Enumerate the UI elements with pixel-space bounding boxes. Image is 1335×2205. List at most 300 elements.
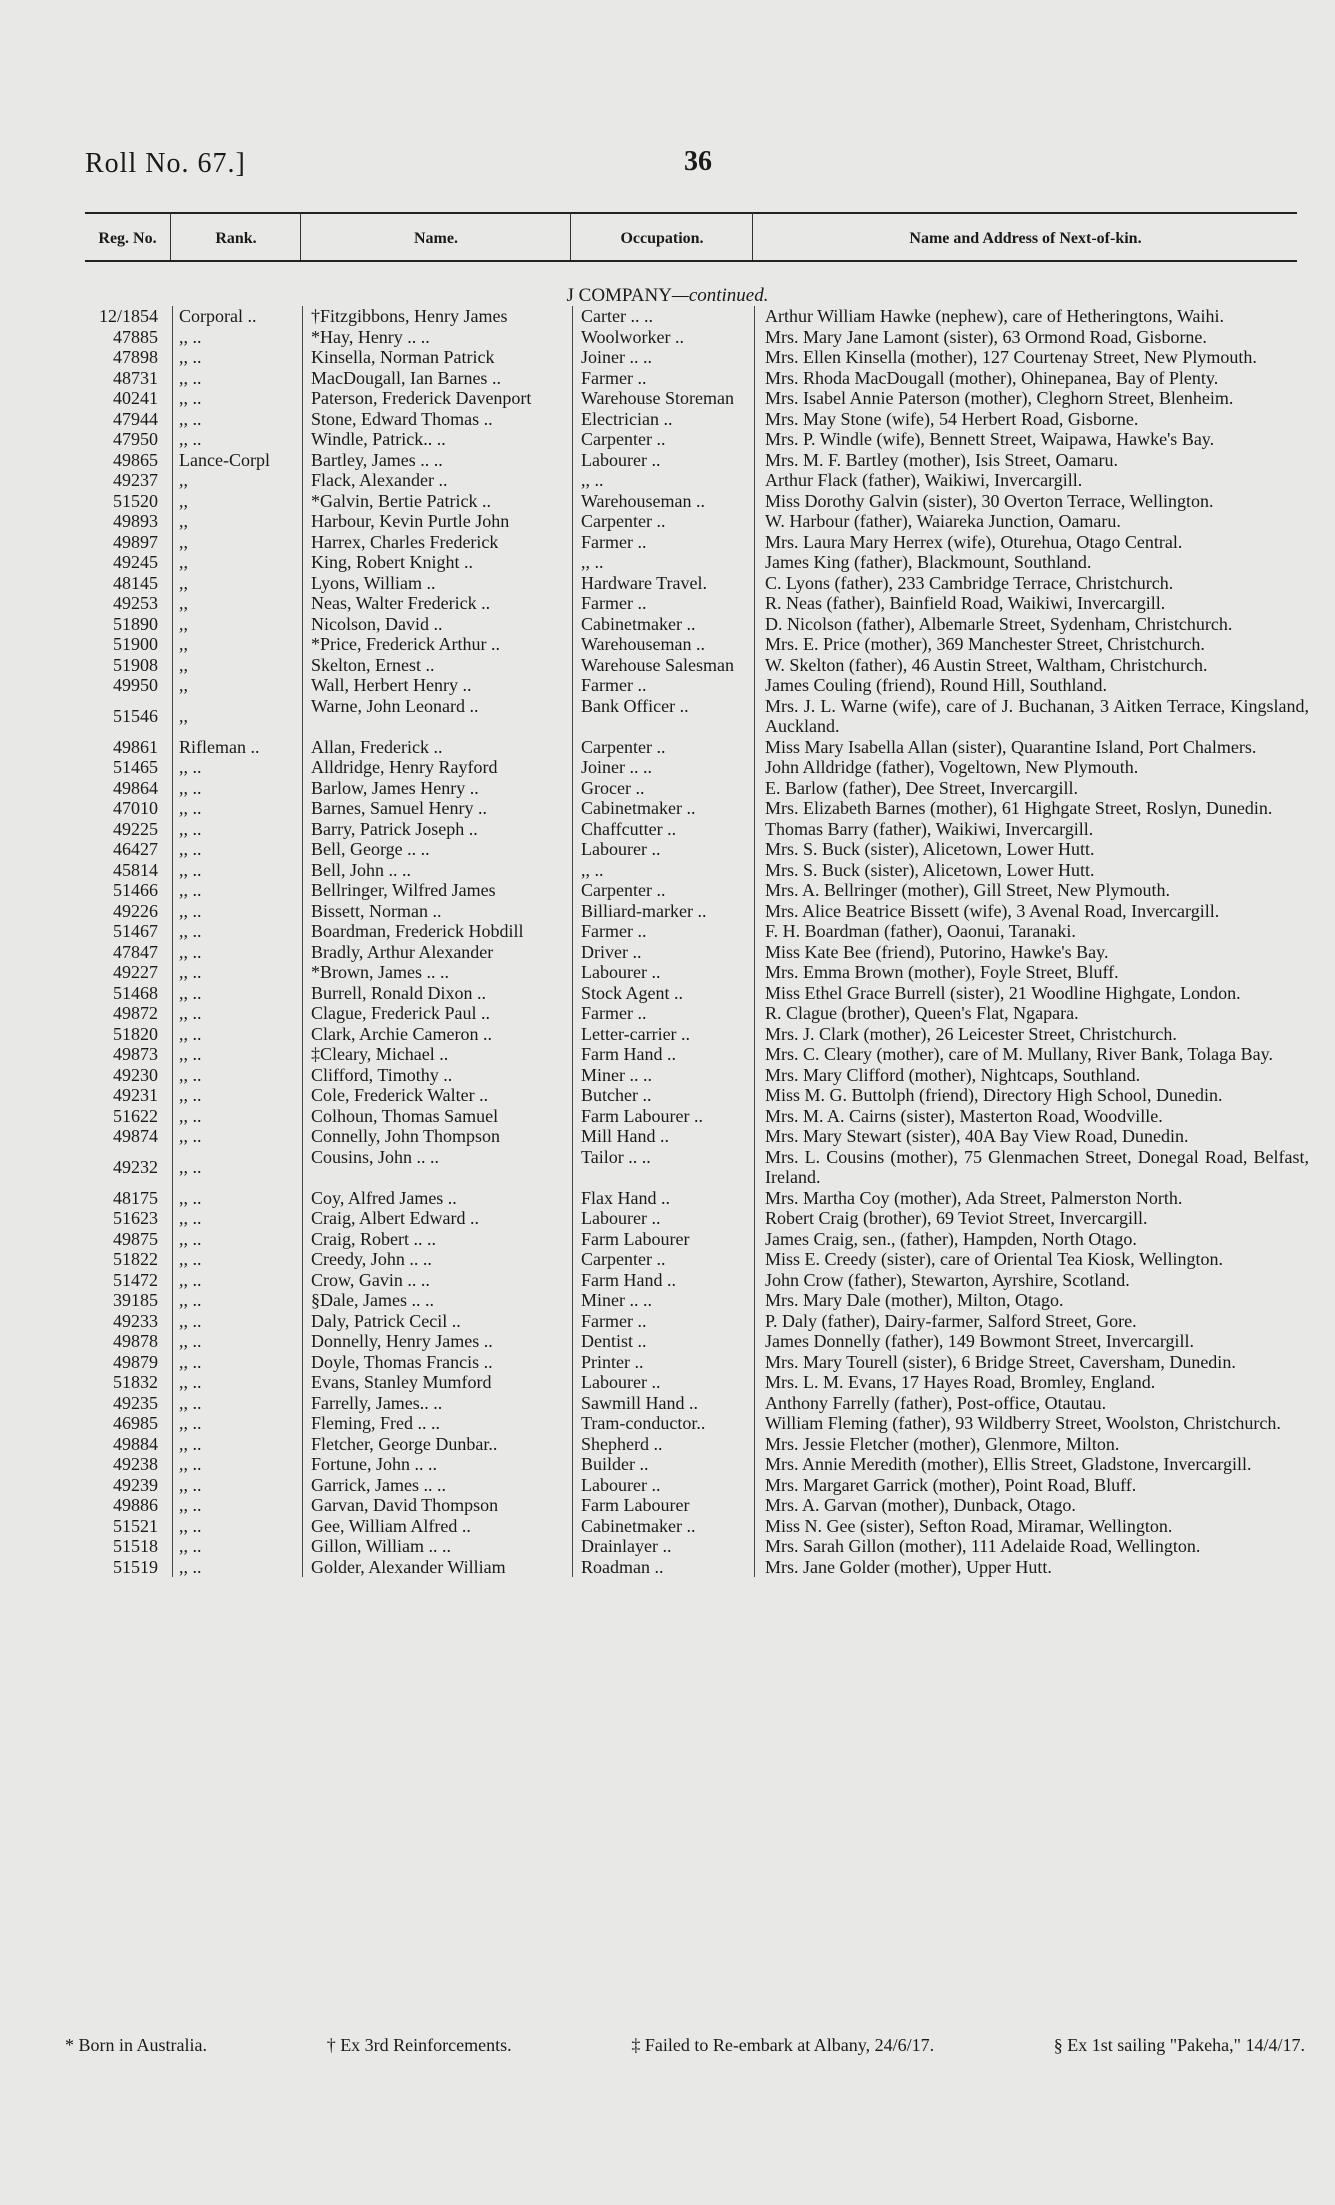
next-of-kin: Miss Mary Isabella Allan (sister), Quarantine Island, Port Chalmers. [754, 737, 1319, 758]
occupation: Carpenter .. [572, 880, 754, 901]
reg-number: 49245 [113, 552, 158, 572]
reg-number: 46985 [113, 1413, 158, 1433]
table-row [0, 798, 1335, 819]
rank: ,, [172, 470, 302, 491]
table-row [0, 696, 1335, 737]
rank: ,, .. [172, 327, 302, 348]
table-row [0, 470, 1335, 491]
reg-number: 51820 [113, 1023, 158, 1044]
rank: ,, .. [172, 1147, 302, 1188]
occupation: Farmer .. [572, 921, 754, 942]
occupation: Electrician .. [572, 409, 754, 430]
occupation: Roadman .. [572, 1557, 754, 1578]
reg-number: 49233 [113, 1310, 158, 1331]
occupation: Mill Hand .. [572, 1126, 754, 1147]
next-of-kin: William Fleming (father), 93 Wildberry Street, Woolston, Christchurch. [754, 1413, 1319, 1434]
rank: ,, .. [172, 1024, 302, 1045]
soldier-name: Barlow, James Henry .. [302, 778, 572, 799]
occupation: ,, .. [572, 860, 754, 881]
next-of-kin: Mrs. Elizabeth Barnes (mother), 61 Highgate Street, Roslyn, Dunedin. [754, 798, 1319, 819]
reg-number: 51465 [113, 757, 158, 777]
occupation: Dentist .. [572, 1331, 754, 1352]
reg-number: 51519 [113, 1556, 158, 1577]
rank: ,, .. [172, 1311, 302, 1332]
next-of-kin: W. Harbour (father), Waiareka Junction, Oamaru. [754, 511, 1319, 532]
table-row [0, 429, 1335, 450]
next-of-kin: Mrs. Mary Dale (mother), Milton, Otago. [754, 1290, 1319, 1311]
occupation: Labourer .. [572, 962, 754, 983]
table-row [0, 1557, 1335, 1578]
company-title: J COMPANY [566, 285, 672, 306]
next-of-kin: Mrs. C. Cleary (mother), care of M. Mullany, River Bank, Tolaga Bay. [754, 1044, 1319, 1065]
table-row [0, 532, 1335, 553]
next-of-kin: Mrs. Mary Tourell (sister), 6 Bridge Street, Caversham, Dunedin. [754, 1352, 1319, 1373]
next-of-kin: Mrs. Isabel Annie Paterson (mother), Cleghorn Street, Blenheim. [754, 388, 1319, 409]
rank: ,, .. [172, 1270, 302, 1291]
reg-number: 39185 [113, 1290, 158, 1310]
table-row [0, 675, 1335, 696]
reg-number: 51900 [113, 634, 158, 654]
table-row [0, 1249, 1335, 1270]
next-of-kin: Mrs. Margaret Garrick (mother), Point Road, Bluff. [754, 1475, 1319, 1496]
soldier-name: Clague, Frederick Paul .. [302, 1003, 572, 1024]
next-of-kin: F. H. Boardman (father), Oaonui, Taranaki. [754, 921, 1319, 942]
table-row [0, 634, 1335, 655]
next-of-kin: Miss N. Gee (sister), Sefton Road, Miramar, Wellington. [754, 1516, 1319, 1537]
table-row [0, 1434, 1335, 1455]
rank: ,, .. [172, 1249, 302, 1270]
next-of-kin: W. Skelton (father), 46 Austin Street, Waltham, Christchurch. [754, 655, 1319, 676]
rank: ,, .. [172, 1229, 302, 1250]
occupation: ,, .. [572, 552, 754, 573]
soldier-name: †Fitzgibbons, Henry James [302, 306, 572, 327]
rank: ,, .. [172, 942, 302, 963]
next-of-kin: Miss Kate Bee (friend), Putorino, Hawke's Bay. [754, 942, 1319, 963]
rank: ,, .. [172, 1126, 302, 1147]
reg-number: 49239 [113, 1474, 158, 1495]
reg-number: 51518 [113, 1536, 158, 1556]
occupation: Drainlayer .. [572, 1536, 754, 1557]
reg-number: 51472 [113, 1269, 158, 1290]
soldier-name: Nicolson, David .. [302, 614, 572, 635]
soldier-name: Creedy, John .. .. [302, 1249, 572, 1270]
reg-number: 49897 [113, 531, 158, 552]
table-row [0, 388, 1335, 409]
reg-number: 51622 [113, 1105, 158, 1126]
reg-number: 49879 [113, 1351, 158, 1372]
reg-number: 49864 [113, 777, 158, 798]
rank: ,, .. [172, 757, 302, 778]
next-of-kin: Anthony Farrelly (father), Post-office, Otautau. [754, 1393, 1319, 1414]
next-of-kin: Mrs. Jessie Fletcher (mother), Glenmore, Milton. [754, 1434, 1319, 1455]
soldier-name: Cole, Frederick Walter .. [302, 1085, 572, 1106]
table-row [0, 409, 1335, 430]
occupation: Shepherd .. [572, 1434, 754, 1455]
soldier-name: Connelly, John Thompson [302, 1126, 572, 1147]
soldier-name: Warne, John Leonard .. [302, 696, 572, 737]
table-row [0, 1393, 1335, 1414]
next-of-kin: Miss M. G. Buttolph (friend), Directory High School, Dunedin. [754, 1085, 1319, 1106]
soldier-name: §Dale, James .. .. [302, 1290, 572, 1311]
reg-number: 49226 [113, 900, 158, 921]
soldier-name: Farrelly, James.. .. [302, 1393, 572, 1414]
occupation: Woolworker .. [572, 327, 754, 348]
column-header-name: Name. [414, 230, 458, 247]
table-row [0, 1106, 1335, 1127]
occupation: Farm Hand .. [572, 1270, 754, 1291]
rank: ,, .. [172, 1516, 302, 1537]
reg-number: 40241 [113, 388, 158, 408]
reg-number: 48731 [113, 367, 158, 388]
rank: Lance-Corpl [172, 450, 302, 471]
table-row [0, 1536, 1335, 1557]
occupation: Miner .. .. [572, 1290, 754, 1311]
soldier-name: Golder, Alexander William [302, 1557, 572, 1578]
rank: ,, .. [172, 1413, 302, 1434]
occupation: Butcher .. [572, 1085, 754, 1106]
reg-number: 51521 [113, 1515, 158, 1536]
reg-number: 49235 [113, 1392, 158, 1413]
reg-number: 49865 [113, 449, 158, 470]
occupation: Farmer .. [572, 1311, 754, 1332]
next-of-kin: Mrs. May Stone (wife), 54 Herbert Road, Gisborne. [754, 409, 1319, 430]
table-row [0, 1372, 1335, 1393]
reg-number: 49232 [113, 1156, 158, 1177]
occupation: Printer .. [572, 1352, 754, 1373]
rank: ,, [172, 511, 302, 532]
soldier-name: Bellringer, Wilfred James [302, 880, 572, 901]
soldier-name: Daly, Patrick Cecil .. [302, 1311, 572, 1332]
occupation: Flax Hand .. [572, 1188, 754, 1209]
rank: ,, [172, 614, 302, 635]
soldier-name: Harbour, Kevin Purtle John [302, 511, 572, 532]
occupation: Carter .. .. [572, 306, 754, 327]
next-of-kin: Arthur William Hawke (nephew), care of Hetheringtons, Waihi. [754, 306, 1319, 327]
reg-number: 51623 [113, 1208, 158, 1228]
reg-number: 46427 [113, 839, 158, 859]
occupation: Warehouseman .. [572, 491, 754, 512]
next-of-kin: Mrs. M. A. Cairns (sister), Masterton Road, Woodville. [754, 1106, 1319, 1127]
footnote: ‡ Failed to Re-embark at Albany, 24/6/17. [631, 2035, 935, 2055]
reg-number: 51520 [113, 490, 158, 511]
next-of-kin: James King (father), Blackmount, Southland. [754, 552, 1319, 573]
soldier-name: Bell, George .. .. [302, 839, 572, 860]
rank: ,, .. [172, 1188, 302, 1209]
footnotes [65, 2035, 1305, 2056]
soldier-name: *Price, Frederick Arthur .. [302, 634, 572, 655]
rank: ,, .. [172, 901, 302, 922]
table-row [0, 839, 1335, 860]
table-row [0, 1147, 1335, 1188]
reg-number: 49237 [113, 470, 158, 490]
table-row [0, 778, 1335, 799]
next-of-kin: Mrs. Rhoda MacDougall (mother), Ohinepanea, Bay of Plenty. [754, 368, 1319, 389]
rank: ,, .. [172, 1536, 302, 1557]
next-of-kin: Mrs. L. Cousins (mother), 75 Glenmachen Street, Donegal Road, Belfast, Ireland. [754, 1147, 1319, 1188]
table-row [0, 511, 1335, 532]
table-row [0, 1208, 1335, 1229]
soldier-name: Fortune, John .. .. [302, 1454, 572, 1475]
rank: ,, [172, 634, 302, 655]
table-row [0, 1331, 1335, 1352]
rank: ,, .. [172, 860, 302, 881]
table-row [0, 983, 1335, 1004]
table-row [0, 1352, 1335, 1373]
reg-number: 48145 [113, 572, 158, 593]
next-of-kin: Robert Craig (brother), 69 Teviot Street, Invercargill. [754, 1208, 1319, 1229]
soldier-name: MacDougall, Ian Barnes .. [302, 368, 572, 389]
soldier-name: Kinsella, Norman Patrick [302, 347, 572, 368]
next-of-kin: Mrs. Jane Golder (mother), Upper Hutt. [754, 1557, 1319, 1578]
table-row [0, 491, 1335, 512]
table-row [0, 942, 1335, 963]
rank: ,, .. [172, 1454, 302, 1475]
next-of-kin: Mrs. Mary Jane Lamont (sister), 63 Ormond Road, Gisborne. [754, 327, 1319, 348]
table-row [0, 860, 1335, 881]
soldier-name: Paterson, Frederick Davenport [302, 388, 572, 409]
rank: ,, .. [172, 1352, 302, 1373]
header-top-rule [85, 212, 1297, 214]
table-row [0, 921, 1335, 942]
next-of-kin: Mrs. L. M. Evans, 17 Hayes Road, Bromley, England. [754, 1372, 1319, 1393]
reg-number: 51822 [113, 1249, 158, 1269]
reg-number: 49230 [113, 1064, 158, 1085]
occupation: Joiner .. .. [572, 347, 754, 368]
rank: ,, .. [172, 962, 302, 983]
reg-number: 49875 [113, 1228, 158, 1249]
occupation: Warehouse Storeman [572, 388, 754, 409]
rank: ,, .. [172, 409, 302, 430]
soldier-name: Alldridge, Henry Rayford [302, 757, 572, 778]
company-heading [0, 285, 1335, 307]
next-of-kin: Mrs. Mary Clifford (mother), Nightcaps, Southland. [754, 1065, 1319, 1086]
reg-number: 49227 [113, 962, 158, 982]
soldier-name: Coy, Alfred James .. [302, 1188, 572, 1209]
soldier-name: Craig, Robert .. .. [302, 1229, 572, 1250]
reg-number: 49253 [113, 593, 158, 613]
soldier-name: Gillon, William .. .. [302, 1536, 572, 1557]
occupation: Farmer .. [572, 1003, 754, 1024]
rank: ,, .. [172, 798, 302, 819]
occupation: Farmer .. [572, 675, 754, 696]
soldier-name: Windle, Patrick.. .. [302, 429, 572, 450]
reg-number: 47944 [113, 408, 158, 429]
occupation: Miner .. .. [572, 1065, 754, 1086]
rank: ,, .. [172, 1557, 302, 1578]
column-header-occupation: Occupation. [620, 230, 704, 247]
soldier-name: Burrell, Ronald Dixon .. [302, 983, 572, 1004]
roll-table [0, 306, 1335, 1577]
reg-number: 47885 [113, 326, 158, 347]
rank: ,, .. [172, 921, 302, 942]
table-row [0, 1229, 1335, 1250]
table-row [0, 757, 1335, 778]
next-of-kin: Mrs. S. Buck (sister), Alicetown, Lower Hutt. [754, 839, 1319, 860]
reg-number: 49873 [113, 1044, 158, 1064]
rank: ,, .. [172, 388, 302, 409]
next-of-kin: Mrs. Mary Stewart (sister), 40A Bay View Road, Dunedin. [754, 1126, 1319, 1147]
next-of-kin: Mrs. J. L. Warne (wife), care of J. Buchanan, 3 Aitken Terrace, Kingsland, Auckland. [754, 696, 1319, 737]
rank: ,, [172, 552, 302, 573]
soldier-name: *Galvin, Bertie Patrick .. [302, 491, 572, 512]
next-of-kin: John Crow (father), Stewarton, Ayrshire, Scotland. [754, 1270, 1319, 1291]
occupation: Cabinetmaker .. [572, 1516, 754, 1537]
rank: ,, .. [172, 1208, 302, 1229]
header-bottom-rule [85, 260, 1297, 262]
rank: Rifleman .. [172, 737, 302, 758]
table-row [0, 593, 1335, 614]
table-row [0, 573, 1335, 594]
soldier-name: *Hay, Henry .. .. [302, 327, 572, 348]
table-row [0, 1188, 1335, 1209]
occupation: Farmer .. [572, 532, 754, 553]
table-row [0, 901, 1335, 922]
next-of-kin: John Alldridge (father), Vogeltown, New Plymouth. [754, 757, 1319, 778]
table-row [0, 880, 1335, 901]
rank: ,, [172, 696, 302, 737]
occupation: Tram-conductor.. [572, 1413, 754, 1434]
occupation: Tailor .. .. [572, 1147, 754, 1188]
rank: ,, .. [172, 1393, 302, 1414]
occupation: Cabinetmaker .. [572, 798, 754, 819]
table-row [0, 1065, 1335, 1086]
occupation: Labourer .. [572, 1475, 754, 1496]
reg-number: 47010 [113, 798, 158, 818]
reg-number: 47950 [113, 429, 158, 449]
soldier-name: Allan, Frederick .. [302, 737, 572, 758]
rank: ,, .. [172, 347, 302, 368]
occupation: Letter-carrier .. [572, 1024, 754, 1045]
table-row [0, 552, 1335, 573]
occupation: Warehouseman .. [572, 634, 754, 655]
occupation: Carpenter .. [572, 429, 754, 450]
table-row [0, 347, 1335, 368]
next-of-kin: Mrs. Alice Beatrice Bissett (wife), 3 Avenal Road, Invercargill. [754, 901, 1319, 922]
soldier-name: Clifford, Timothy .. [302, 1065, 572, 1086]
reg-number: 51890 [113, 613, 158, 634]
soldier-name: Fleming, Fred .. .. [302, 1413, 572, 1434]
reg-number: 51546 [113, 705, 158, 726]
occupation: Labourer .. [572, 1372, 754, 1393]
soldier-name: Gee, William Alfred .. [302, 1516, 572, 1537]
rank: ,, .. [172, 1372, 302, 1393]
next-of-kin: Mrs. A. Garvan (mother), Dunback, Otago. [754, 1495, 1319, 1516]
occupation: ,, .. [572, 470, 754, 491]
reg-number: 51832 [113, 1372, 158, 1392]
reg-number: 51467 [113, 921, 158, 941]
occupation: Farmer .. [572, 593, 754, 614]
soldier-name: Harrex, Charles Frederick [302, 532, 572, 553]
reg-number: 49225 [113, 818, 158, 839]
reg-number: 49872 [113, 1003, 158, 1023]
soldier-name: Donnelly, Henry James .. [302, 1331, 572, 1352]
soldier-name: Colhoun, Thomas Samuel [302, 1106, 572, 1127]
occupation: Labourer .. [572, 1208, 754, 1229]
rank: ,, .. [172, 880, 302, 901]
table-row [0, 450, 1335, 471]
next-of-kin: Thomas Barry (father), Waikiwi, Invercargill. [754, 819, 1319, 840]
reg-number: 49886 [113, 1495, 158, 1515]
reg-number: 49884 [113, 1433, 158, 1454]
soldier-name: Bradly, Arthur Alexander [302, 942, 572, 963]
occupation: Farm Labourer .. [572, 1106, 754, 1127]
rank: ,, .. [172, 1475, 302, 1496]
table-row [0, 962, 1335, 983]
table-row [0, 1044, 1335, 1065]
table-row [0, 737, 1335, 758]
table-row [0, 1454, 1335, 1475]
occupation: Farmer .. [572, 368, 754, 389]
next-of-kin: Mrs. Emma Brown (mother), Foyle Street, Bluff. [754, 962, 1319, 983]
table-row [0, 1126, 1335, 1147]
next-of-kin: E. Barlow (father), Dee Street, Invercargill. [754, 778, 1319, 799]
table-row [0, 655, 1335, 676]
rank: ,, .. [172, 1065, 302, 1086]
occupation: Billiard-marker .. [572, 901, 754, 922]
table-row [0, 1495, 1335, 1516]
next-of-kin: R. Neas (father), Bainfield Road, Waikiwi, Invercargill. [754, 593, 1319, 614]
next-of-kin: Miss Dorothy Galvin (sister), 30 Overton Terrace, Wellington. [754, 491, 1319, 512]
soldier-name: Doyle, Thomas Francis .. [302, 1352, 572, 1373]
next-of-kin: P. Daly (father), Dairy-farmer, Salford Street, Gore. [754, 1311, 1319, 1332]
next-of-kin: Mrs. E. Price (mother), 369 Manchester Street, Christchurch. [754, 634, 1319, 655]
table-row [0, 306, 1335, 327]
column-header-rank: Rank. [215, 230, 257, 247]
rank: ,, .. [172, 819, 302, 840]
table-row [0, 614, 1335, 635]
occupation: Carpenter .. [572, 511, 754, 532]
soldier-name: King, Robert Knight .. [302, 552, 572, 573]
soldier-name: ‡Cleary, Michael .. [302, 1044, 572, 1065]
table-row [0, 819, 1335, 840]
soldier-name: *Brown, James .. .. [302, 962, 572, 983]
occupation: Driver .. [572, 942, 754, 963]
next-of-kin: Miss Ethel Grace Burrell (sister), 21 Woodline Highgate, London. [754, 983, 1319, 1004]
rank: ,, .. [172, 839, 302, 860]
reg-number: 49878 [113, 1331, 158, 1351]
rank: ,, [172, 593, 302, 614]
next-of-kin: Mrs. J. Clark (mother), 26 Leicester Street, Christchurch. [754, 1024, 1319, 1045]
soldier-name: Wall, Herbert Henry .. [302, 675, 572, 696]
next-of-kin: R. Clague (brother), Queen's Flat, Ngapara. [754, 1003, 1319, 1024]
soldier-name: Clark, Archie Cameron .. [302, 1024, 572, 1045]
soldier-name: Lyons, William .. [302, 573, 572, 594]
footnote: § Ex 1st sailing "Pakeha," 14/4/17. [1053, 2035, 1305, 2055]
table-row [0, 1024, 1335, 1045]
rank: Corporal .. [172, 306, 302, 327]
occupation: Chaffcutter .. [572, 819, 754, 840]
rank: ,, [172, 675, 302, 696]
occupation: Builder .. [572, 1454, 754, 1475]
soldier-name: Skelton, Ernest .. [302, 655, 572, 676]
next-of-kin: Mrs. P. Windle (wife), Bennett Street, Waipawa, Hawke's Bay. [754, 429, 1319, 450]
next-of-kin: D. Nicolson (father), Albemarle Street, Sydenham, Christchurch. [754, 614, 1319, 635]
occupation: Grocer .. [572, 778, 754, 799]
soldier-name: Barry, Patrick Joseph .. [302, 819, 572, 840]
next-of-kin: Mrs. Laura Mary Herrex (wife), Oturehua, Otago Central. [754, 532, 1319, 553]
next-of-kin: Mrs. A. Bellringer (mother), Gill Street, New Plymouth. [754, 880, 1319, 901]
table-row [0, 1311, 1335, 1332]
soldier-name: Bartley, James .. .. [302, 450, 572, 471]
soldier-name: Cousins, John .. .. [302, 1147, 572, 1188]
table-row [0, 1290, 1335, 1311]
occupation: Joiner .. .. [572, 757, 754, 778]
footnote: * Born in Australia. [65, 2035, 207, 2055]
page-number: 36 [684, 146, 712, 177]
soldier-name: Boardman, Frederick Hobdill [302, 921, 572, 942]
soldier-name: Bell, John .. .. [302, 860, 572, 881]
soldier-name: Garrick, James .. .. [302, 1475, 572, 1496]
